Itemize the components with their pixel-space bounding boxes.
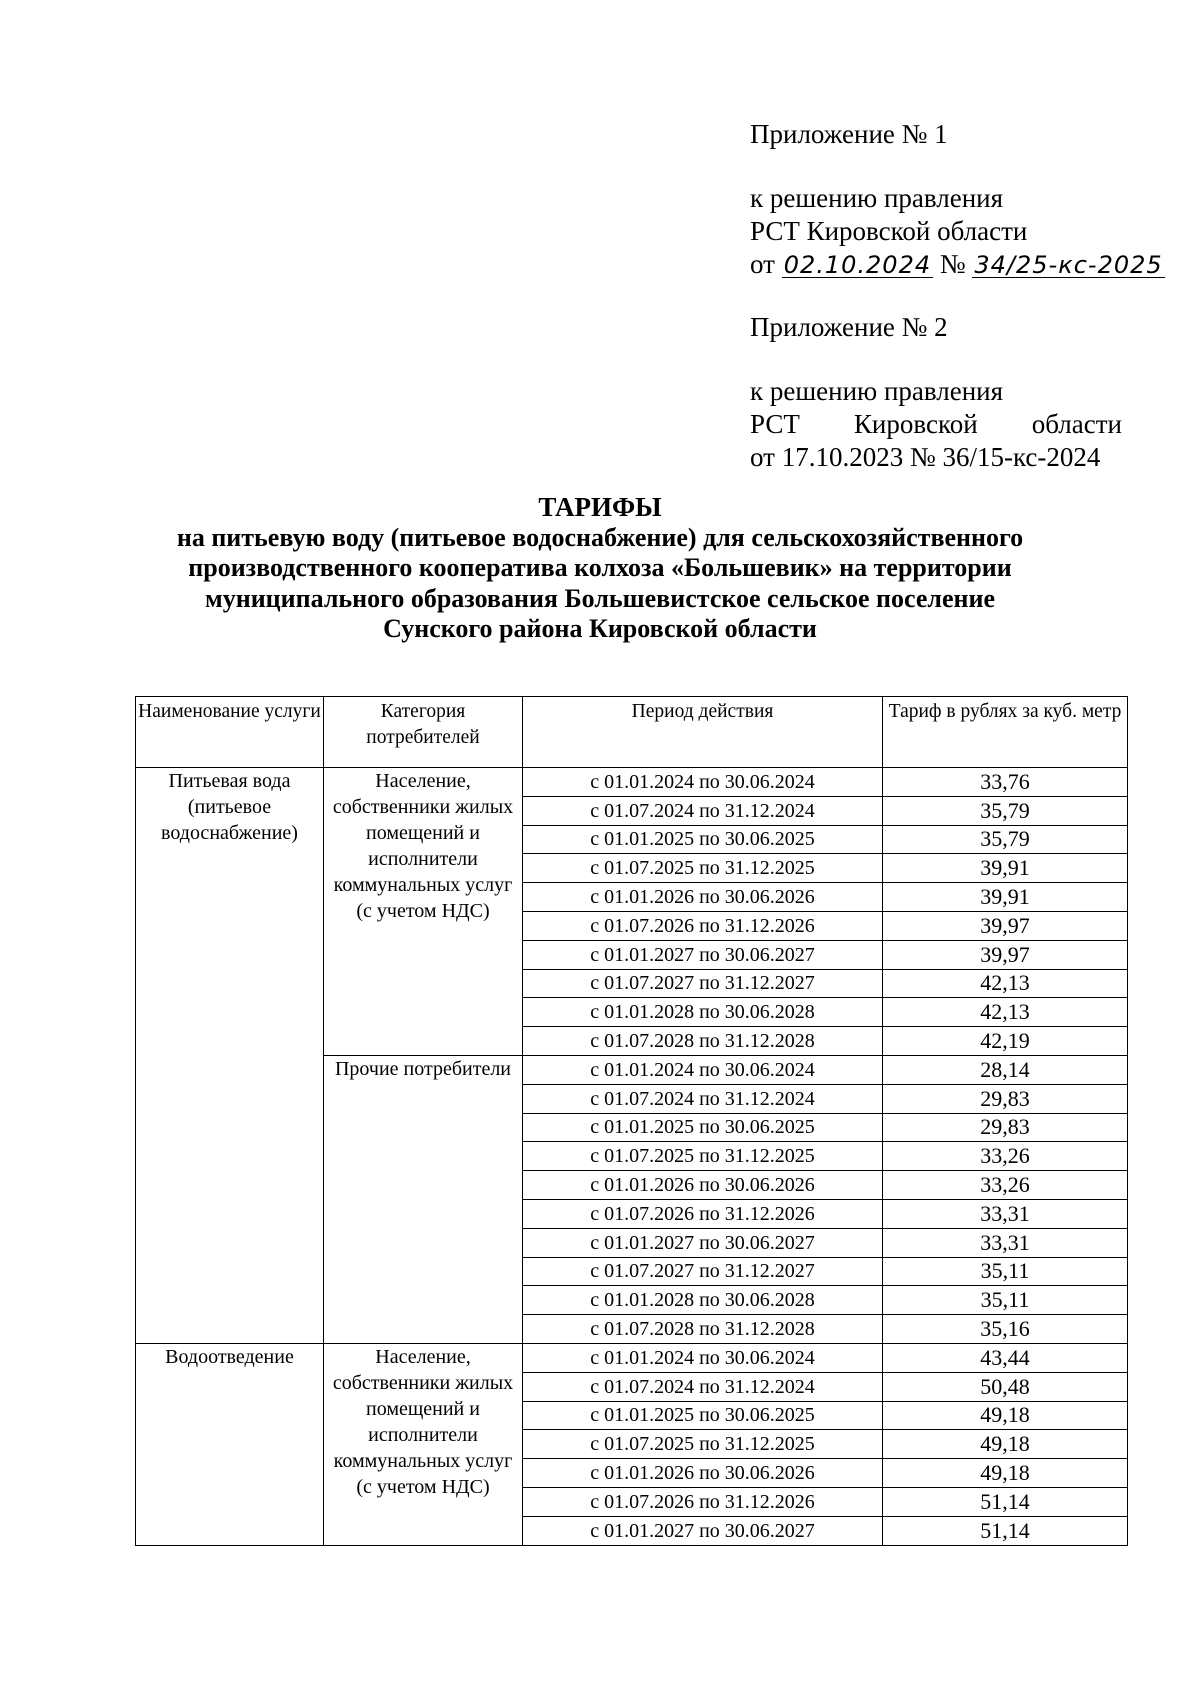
header-service: Наименование услуги	[136, 697, 324, 768]
tariff-value-cell: 50,48	[883, 1372, 1128, 1401]
title-line-2: производственного кооператива колхоза «Большевик» на территории	[188, 553, 1012, 582]
table-header-row	[136, 697, 1128, 768]
period-cell: с 01.07.2026 по 31.12.2026	[523, 1487, 883, 1516]
period-cell: с 01.07.2026 по 31.12.2026	[523, 1199, 883, 1228]
number-prefix: №	[939, 249, 966, 279]
annex-1-header	[750, 118, 1165, 281]
period-cell: с 01.01.2024 по 30.06.2024	[523, 768, 883, 797]
tariff-value-cell: 49,18	[883, 1401, 1128, 1430]
tariff-value-cell: 39,91	[883, 854, 1128, 883]
period-cell: с 01.07.2025 по 31.12.2025	[523, 1430, 883, 1459]
tariff-value-cell: 35,11	[883, 1286, 1128, 1315]
tariff-value-cell: 49,18	[883, 1459, 1128, 1488]
table-row	[136, 1343, 1128, 1372]
tariff-value-cell: 39,97	[883, 911, 1128, 940]
period-cell: с 01.07.2024 по 31.12.2024	[523, 1372, 883, 1401]
annex-1-title: Приложение № 1	[750, 119, 948, 149]
tariffs-table	[135, 696, 1128, 1546]
tariff-value-cell: 51,14	[883, 1487, 1128, 1516]
tariff-value-cell: 29,83	[883, 1113, 1128, 1142]
period-cell: с 01.01.2026 по 30.06.2026	[523, 1459, 883, 1488]
tariff-value-cell: 35,79	[883, 796, 1128, 825]
annex-1-line-1: к решению правления	[750, 183, 1004, 213]
period-cell: с 01.01.2026 по 30.06.2026	[523, 1171, 883, 1200]
period-cell: с 01.07.2027 по 31.12.2027	[523, 969, 883, 998]
tariff-value-cell: 33,26	[883, 1142, 1128, 1171]
document-title	[140, 492, 1060, 645]
period-cell: с 01.01.2027 по 30.06.2027	[523, 1228, 883, 1257]
table-row	[136, 768, 1128, 797]
period-cell: с 01.01.2028 по 30.06.2028	[523, 998, 883, 1027]
annex-2-word-2: Кировской	[853, 409, 978, 439]
consumer-category-cell: Население, собственники жилых помещений и исполнители коммунальных услуг (с учетом НДС)	[324, 768, 523, 1056]
tariff-value-cell: 33,26	[883, 1171, 1128, 1200]
title-line-4: Сунского района Кировской области	[383, 614, 817, 643]
title-line-3: муниципального образования Большевистское сельское поселение	[205, 583, 995, 613]
period-cell: с 01.01.2024 по 30.06.2024	[523, 1343, 883, 1372]
tariff-value-cell: 35,11	[883, 1257, 1128, 1286]
tariff-value-cell: 33,31	[883, 1199, 1128, 1228]
handwritten-number: 34/25-кс-2025	[974, 251, 1163, 279]
tariff-value-cell: 33,31	[883, 1228, 1128, 1257]
title-main: ТАРИФЫ	[538, 492, 662, 522]
period-cell: с 01.01.2027 по 30.06.2027	[523, 940, 883, 969]
tariff-value-cell: 39,91	[883, 883, 1128, 912]
period-cell: с 01.07.2026 по 31.12.2026	[523, 911, 883, 940]
tariff-value-cell: 51,14	[883, 1516, 1128, 1545]
period-cell: с 01.07.2028 по 31.12.2028	[523, 1027, 883, 1056]
annex-2-title: Приложение № 2	[750, 312, 948, 342]
period-cell: с 01.01.2028 по 30.06.2028	[523, 1286, 883, 1315]
tariff-value-cell: 42,13	[883, 998, 1128, 1027]
tariff-value-cell: 29,83	[883, 1084, 1128, 1113]
tariff-value-cell: 42,13	[883, 969, 1128, 998]
consumer-category-cell: Прочие потребители	[324, 1055, 523, 1343]
annex-2-line-2	[750, 408, 1122, 441]
annex-2-word-3: области	[1031, 409, 1122, 439]
period-cell: с 01.07.2025 по 31.12.2025	[523, 1142, 883, 1171]
annex-1-line-2: РСТ Кировской области	[750, 216, 1028, 246]
tariff-value-cell: 33,76	[883, 768, 1128, 797]
period-cell: с 01.01.2027 по 30.06.2027	[523, 1516, 883, 1545]
service-name-cell: Питьевая вода (питьевое водоснабжение)	[136, 768, 324, 1344]
annex-1-line-3	[750, 248, 1165, 281]
tariff-value-cell: 35,79	[883, 825, 1128, 854]
period-cell: с 01.01.2025 по 30.06.2025	[523, 825, 883, 854]
period-cell: с 01.01.2025 по 30.06.2025	[523, 1401, 883, 1430]
date-prefix: от	[750, 249, 775, 279]
tariff-value-cell: 28,14	[883, 1055, 1128, 1084]
tariff-value-cell: 35,16	[883, 1315, 1128, 1344]
period-cell: с 01.07.2024 по 31.12.2024	[523, 1084, 883, 1113]
header-category: Категория потребителей	[324, 697, 523, 768]
period-cell: с 01.01.2025 по 30.06.2025	[523, 1113, 883, 1142]
tariff-value-cell: 49,18	[883, 1430, 1128, 1459]
annex-2-header	[750, 311, 1122, 474]
period-cell: с 01.07.2025 по 31.12.2025	[523, 854, 883, 883]
consumer-category-cell: Население, собственники жилых помещений и исполнители коммунальных услуг (с учетом НДС)	[324, 1343, 523, 1545]
header-period: Период действия	[523, 697, 883, 768]
period-cell: с 01.01.2026 по 30.06.2026	[523, 883, 883, 912]
tariff-value-cell: 39,97	[883, 940, 1128, 969]
period-cell: с 01.07.2028 по 31.12.2028	[523, 1315, 883, 1344]
title-line-1: на питьевую воду (питьевое водоснабжение) для сельскохозяйственного	[176, 522, 1024, 552]
tariff-value-cell: 42,19	[883, 1027, 1128, 1056]
period-cell: с 01.07.2027 по 31.12.2027	[523, 1257, 883, 1286]
annex-2-line-1: к решению правления	[750, 376, 1004, 406]
annex-2-word-1: РСТ	[750, 409, 800, 439]
annex-2-line-3: от 17.10.2023 № 36/15-кс-2024	[750, 442, 1101, 472]
service-name-cell: Водоотведение	[136, 1343, 324, 1545]
header-tariff: Тариф в рублях за куб. метр	[883, 697, 1128, 768]
handwritten-date: 02.10.2024	[783, 251, 932, 279]
tariff-value-cell: 43,44	[883, 1343, 1128, 1372]
period-cell: с 01.01.2024 по 30.06.2024	[523, 1055, 883, 1084]
period-cell: с 01.07.2024 по 31.12.2024	[523, 796, 883, 825]
